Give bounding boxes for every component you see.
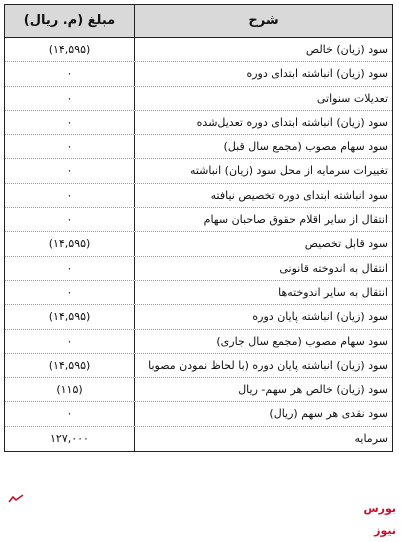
- row-label: سود سهام مصوب (مجمع سال قبل): [134, 135, 392, 158]
- row-value: ۰: [66, 91, 73, 105]
- table-row: [5, 330, 392, 354]
- table-row: [5, 427, 392, 451]
- row-value: ۱۲۷,۰۰۰: [50, 431, 89, 445]
- row-label: سود (زیان) انباشته پایان دوره (با لحاظ نمودن مصوبا: [134, 354, 392, 377]
- row-label: سود (زیان) خالص هر سهم- ریال: [134, 378, 392, 401]
- row-value: ۰: [66, 115, 73, 129]
- row-label: تغییرات سرمایه از محل سود (زیان) انباشته: [134, 159, 392, 182]
- header-description: شرح: [134, 5, 392, 37]
- row-label: سود (زیان) خالص: [134, 38, 392, 61]
- row-label: سرمایه: [134, 427, 392, 451]
- table-row: [5, 135, 392, 159]
- profit-loss-table: [4, 4, 393, 452]
- row-value: (۱۴,۵۹۵): [48, 358, 91, 372]
- row-label: انتقال به اندوخته قانونی: [134, 257, 392, 280]
- row-label: سود (زیان) انباشته ابتدای دوره تعدیل‌شده: [134, 111, 392, 134]
- table-row: [5, 159, 392, 183]
- row-value: (۱۴,۵۹۵): [48, 237, 91, 251]
- table-row: [5, 257, 392, 281]
- table-row: [5, 111, 392, 135]
- row-label: سود انباشته ابتدای دوره تخصیص نیافته: [134, 184, 392, 207]
- table-row: [5, 354, 392, 378]
- row-value: ۰: [66, 334, 73, 348]
- table-header-row: [5, 5, 392, 38]
- table-row: [5, 38, 392, 62]
- table-row: [5, 305, 392, 329]
- row-label: انتقال از سایر اقلام حقوق صاحبان سهام: [134, 208, 392, 231]
- row-label: انتقال به سایر اندوخته‌ها: [134, 281, 392, 304]
- row-label: سود سهام مصوب (مجمع سال جاری): [134, 330, 392, 353]
- row-value: ۰: [66, 188, 73, 202]
- table-row: [5, 232, 392, 256]
- table-row: [5, 281, 392, 305]
- row-value: ۰: [66, 261, 73, 275]
- row-label: سود (زیان) انباشته پایان دوره: [134, 305, 392, 328]
- row-value: ۰: [66, 164, 73, 178]
- logo-mark-icon: [8, 494, 24, 504]
- table-row: [5, 87, 392, 111]
- row-value: ۰: [66, 285, 73, 299]
- row-value: (۱۱۵): [56, 383, 83, 397]
- row-value: ۰: [66, 67, 73, 81]
- row-value: ۰: [66, 407, 73, 421]
- table-row: [5, 208, 392, 232]
- row-value: (۱۴,۵۹۵): [48, 43, 91, 56]
- table-row: [5, 402, 392, 426]
- row-value: ۰: [66, 213, 73, 227]
- row-label: سود قابل تخصیص: [134, 232, 392, 255]
- table-row: [5, 378, 392, 402]
- boursnews-logo: بورس نیوز: [363, 502, 396, 537]
- row-label: سود نقدی هر سهم (ریال): [134, 402, 392, 425]
- row-value: (۱۴,۵۹۵): [48, 310, 91, 324]
- header-amount: مبلغ (م. ریال): [23, 13, 116, 28]
- row-label: سود (زیان) انباشته ابتدای دوره: [134, 62, 392, 85]
- table-row: [5, 62, 392, 86]
- row-value: ۰: [66, 140, 73, 154]
- table-row: [5, 184, 392, 208]
- row-label: تعدیلات سنواتی: [134, 87, 392, 110]
